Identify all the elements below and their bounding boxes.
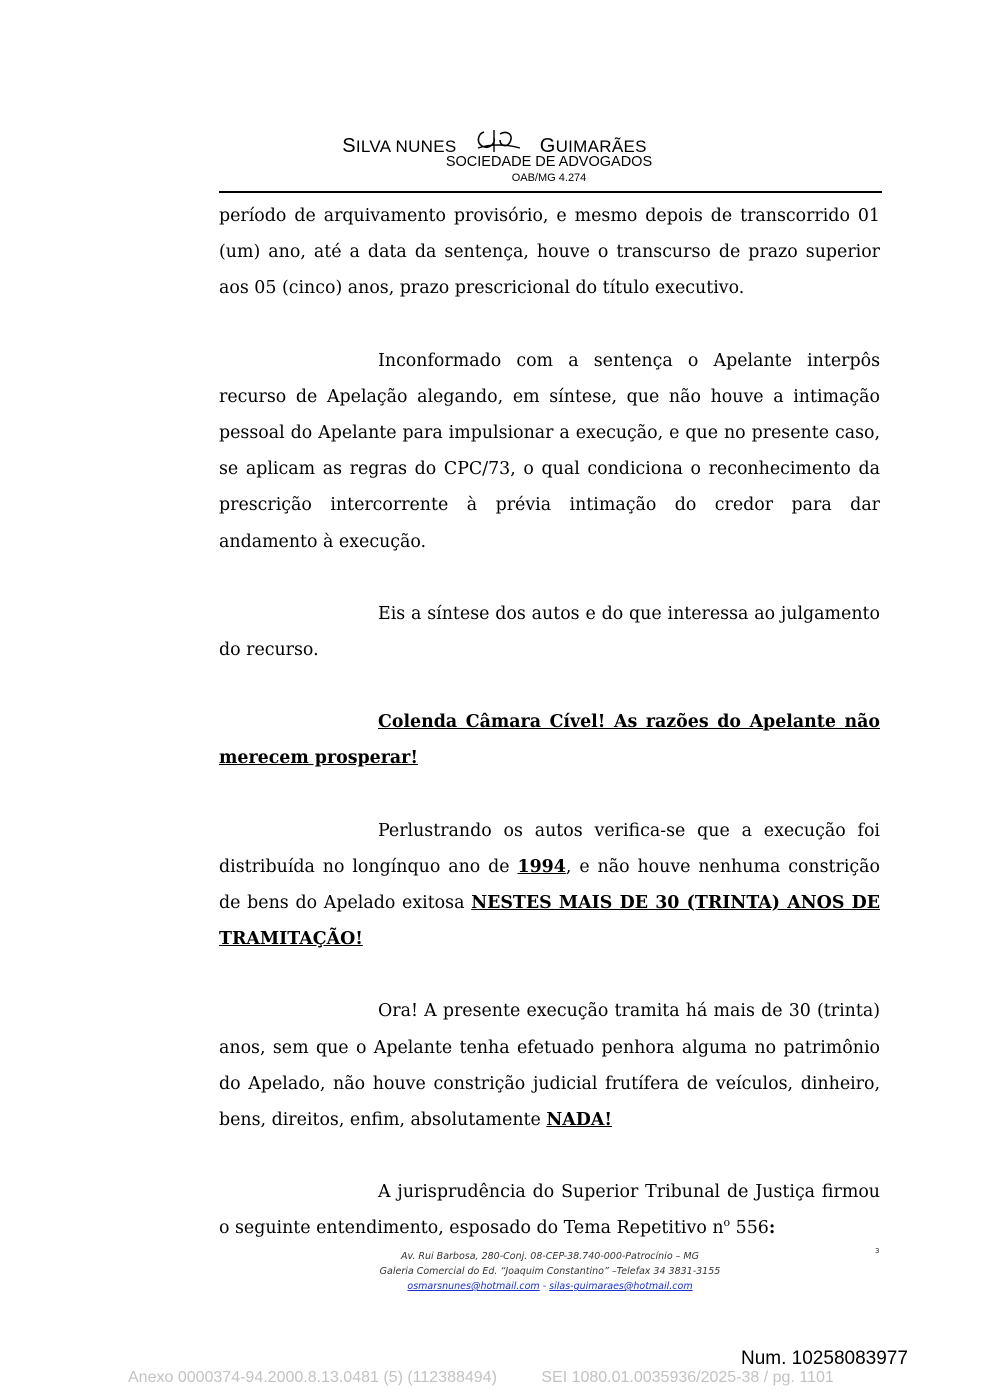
paragraph-3: Eis a síntese dos autos e do que interessa ao julgamento do recurso. bbox=[219, 603, 880, 661]
document-number-stamp: Num. 10258083977 bbox=[741, 1348, 908, 1369]
paragraph-7: A jurisprudência do Superior Tribunal de Justiça firmou o seguinte entendimento, esposado do Tema Repetitivo $n^o$ 556: bbox=[219, 1182, 880, 1239]
annex-watermark bbox=[128, 1369, 888, 1387]
footer-address: Av. Rui Barbosa, 280-Conj. 08-CEP-38.740-000-Patrocínio – MG bbox=[401, 1251, 699, 1262]
emphasis-nada: NADA! bbox=[546, 1110, 612, 1131]
header-divider bbox=[219, 191, 882, 193]
paragraph-4-heading: Colenda Câmara Cível! As razões do Apelante não merecem prosperar! bbox=[219, 712, 880, 769]
paragraph-1: período de arquivamento provisório, e mesmo depois de transcorrido 01 (um) ano, até a data da sentença, houve o transcurso de prazo superior aos 05 (cinco) anos, prazo prescricional do título executivo. bbox=[219, 206, 880, 299]
firm-name-right: GUIMARÃES bbox=[539, 135, 647, 157]
year-1994: 1994 bbox=[517, 856, 566, 877]
emphasis-30-years: NESTES MAIS DE 30 (TRINTA) ANOS DE TRAMITAÇÃO! bbox=[219, 893, 880, 950]
annex-reference: Anexo 0000374-94.2000.8.13.0481 (5) (112388494) bbox=[128, 1369, 497, 1386]
page-number: 3 bbox=[875, 1247, 880, 1255]
email-link-silas[interactable]: silas-guimaraes@hotmail.com bbox=[549, 1281, 693, 1292]
letterhead-footer bbox=[0, 1249, 989, 1294]
calligraphic-monogram-icon bbox=[470, 128, 526, 156]
firm-oab-registration: OAB/MG 4.274 bbox=[511, 172, 587, 184]
footer-emails: osmarsnunes@hotmail.com - silas-guimaraes@hotmail.com bbox=[407, 1281, 693, 1292]
paragraph-5: Perlustrando os autos verifica-se que a execução foi distribuída no longínquo ano de 1994, e não houve nenhuma constrição de bens do Apelado exitosa NESTES MAIS DE 30 (TRINTA) ANOS DE TRAMITAÇÃO! bbox=[219, 820, 880, 950]
firm-name-left: SILVA NUNES bbox=[342, 135, 457, 157]
paragraph-6: Ora! A presente execução tramita há mais de 30 (trinta) anos, sem que o Apelante tenha efetuado penhora alguma no patrimônio do Apelado, não houve constrição judicial frutífera de veículos, dinheiro, bens, direitos, enfim, absolutamente NADA! bbox=[219, 1001, 880, 1131]
email-link-osmar[interactable]: osmarsnunes@hotmail.com bbox=[407, 1281, 540, 1292]
paragraph-2: Inconformado com a sentença o Apelante interpôs recurso de Apelação alegando, em síntese, que não houve a intimação pessoal do Apelante para impulsionar a execução, e que no presente caso, se aplicam as regras do CPC/73, o qual condiciona o reconhecimento da prescrição intercorrente à prévia intimação do credor para dar andamento à execução. bbox=[219, 350, 880, 552]
footer-gallery-phone: Galeria Comercial do Ed. “Joaquim Constantino” –Telefax 34 3831-3155 bbox=[379, 1266, 721, 1277]
sei-reference: SEI 1080.01.0035936/2025-38 / pg. 1101 bbox=[541, 1369, 834, 1386]
document-body bbox=[219, 198, 880, 1247]
firm-subtitle: SOCIEDADE DE ADVOGADOS bbox=[445, 154, 653, 170]
